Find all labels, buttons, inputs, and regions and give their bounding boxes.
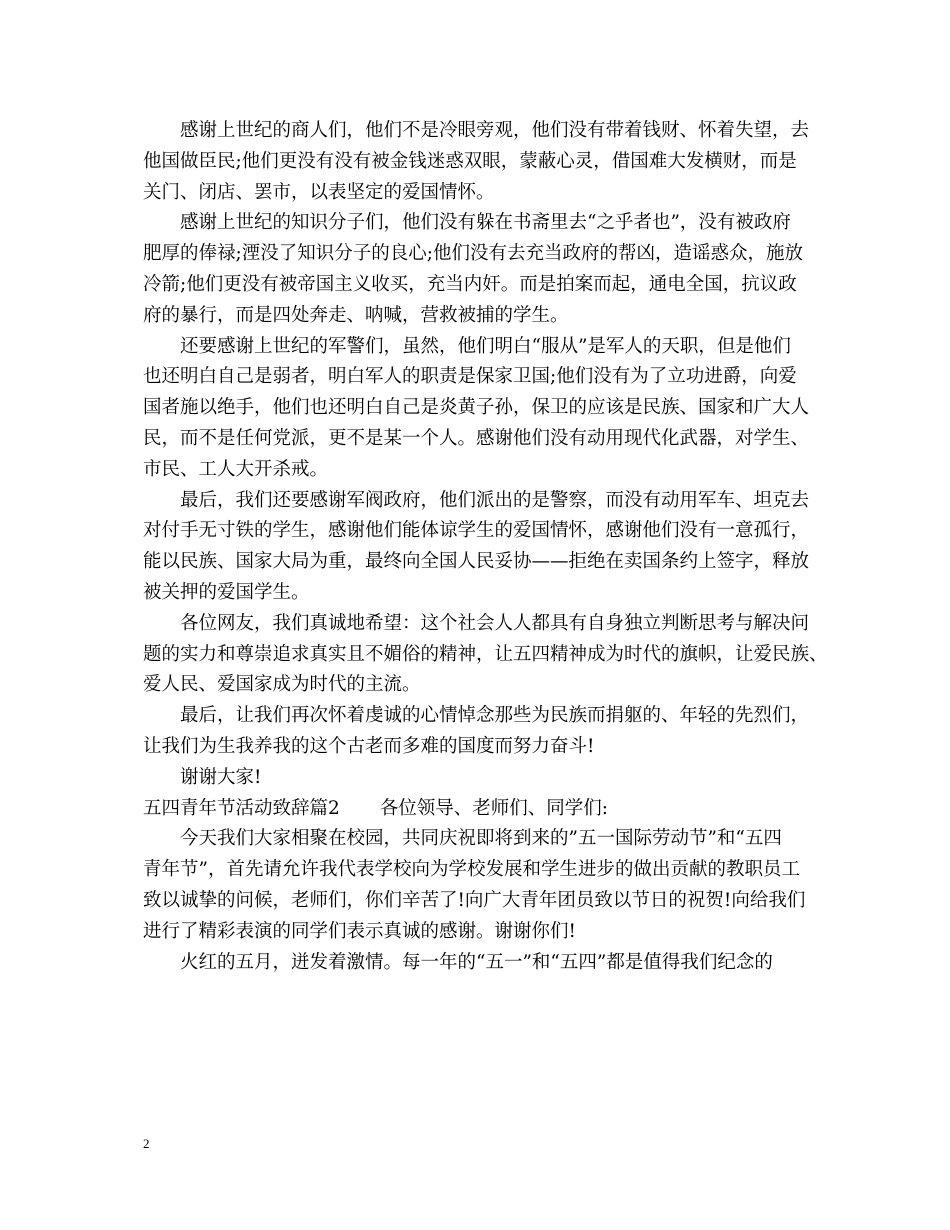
text-line: 也还明白自己是弱者，明白军人的职责是保家卫国;他们没有为了立功进爵，向爱 [143,366,797,388]
text-line: 关门、闭店、罢市，以表坚定的爱国情怀。 [143,181,495,203]
document-body [143,116,828,978]
text-line: 让我们为生我养我的这个古老而多难的国度而努力奋斗! [143,735,595,757]
text-line: 国者施以绝手，他们也还明白自己是炎黄子孙，保卫的应该是民族、国家和广大人 [143,397,810,419]
text-line: 爱人民、爱国家成为时代的主流。 [143,674,421,696]
salutation: 各位领导、老师们、同学们: [379,797,609,819]
text-line: 感谢上世纪的知识分子们，他们没有躲在书斋里去“之乎者也”，没有被政府 [180,212,791,234]
section-title: 五四青年节活动致辞篇2 [143,797,340,819]
text-line: 民，而不是任何党派，更不是某一个人。感谢他们没有动用现代化武器，对学生、 [143,427,810,449]
text-line: 被关押的爱国学生。 [143,581,310,603]
text-line: 市民、工人大开杀戒。 [143,458,329,480]
text-line: 今天我们大家相聚在校园，共同庆祝即将到来的”五一国际劳动节”和“五四 [180,828,782,850]
body-text-part-1 [143,116,828,794]
text-line: 致以诚挚的问候，老师们，你们辛苦了!向广大青年团员致以节日的祝贺!向给我们 [143,889,806,911]
text-line: 题的实力和尊崇追求真实且不媚俗的精神，让五四精神成为时代的旗帜，让爱民族、 [143,643,828,665]
text-line: 还要感谢上世纪的军警们，虽然，他们明白“服从”是军人的天职，但是他们 [180,335,791,357]
text-line: 各位网友，我们真诚地希望：这个社会人人都具有自身独立判断思考与解决问 [180,612,810,634]
text-line: 肥厚的俸禄;湮没了知识分子的良心;他们没有去充当政府的帮凶，造谣惑众，施放 [143,243,803,265]
text-line: 他国做臣民;他们更没有没有被金钱迷惑双眼，蒙蔽心灵，借国难大发横财，而是 [143,150,797,172]
text-line: 能以民族、国家大局为重，最终向全国人民妥协——拒绝在卖国条约上签字，释放 [143,551,810,573]
text-line: 冷箭;他们更没有被帝国主义收买，充当内奸。而是拍案而起，通电全国，抗议政 [143,273,797,295]
text-line: 最后，让我们再次怀着虔诚的心情悼念那些为民族而捐躯的、年轻的先烈们， [180,705,810,727]
text-line: 感谢上世纪的商人们，他们不是冷眼旁观，他们没有带着钱财、怀着失望，去 [180,120,810,141]
text-line: 对付手无寸铁的学生，感谢他们能体谅学生的爱国情怀，感谢他们没有一意孤行， [143,520,810,542]
text-line: 青年节”，首先请允许我代表学校向为学校发展和学生进步的做出贡献的教职员工 [143,859,800,881]
text-line: 谢谢大家! [180,766,262,788]
section-heading-line [143,794,813,825]
text-line: 最后，我们还要感谢军阀政府，他们派出的是警察，而没有动用军车、坦克去 [180,489,810,511]
page-number: 2 [143,1136,150,1151]
body-text-part-2 [143,824,813,978]
text-line: 进行了精彩表演的同学们表示真诚的感谢。谢谢你们! [143,920,576,942]
text-line: 火红的五月，迸发着激情。每一年的“五一”和“五四”都是值得我们纪念的 [180,951,773,973]
text-line: 府的暴行，而是四处奔走、呐喊，营救被捕的学生。 [143,304,569,326]
